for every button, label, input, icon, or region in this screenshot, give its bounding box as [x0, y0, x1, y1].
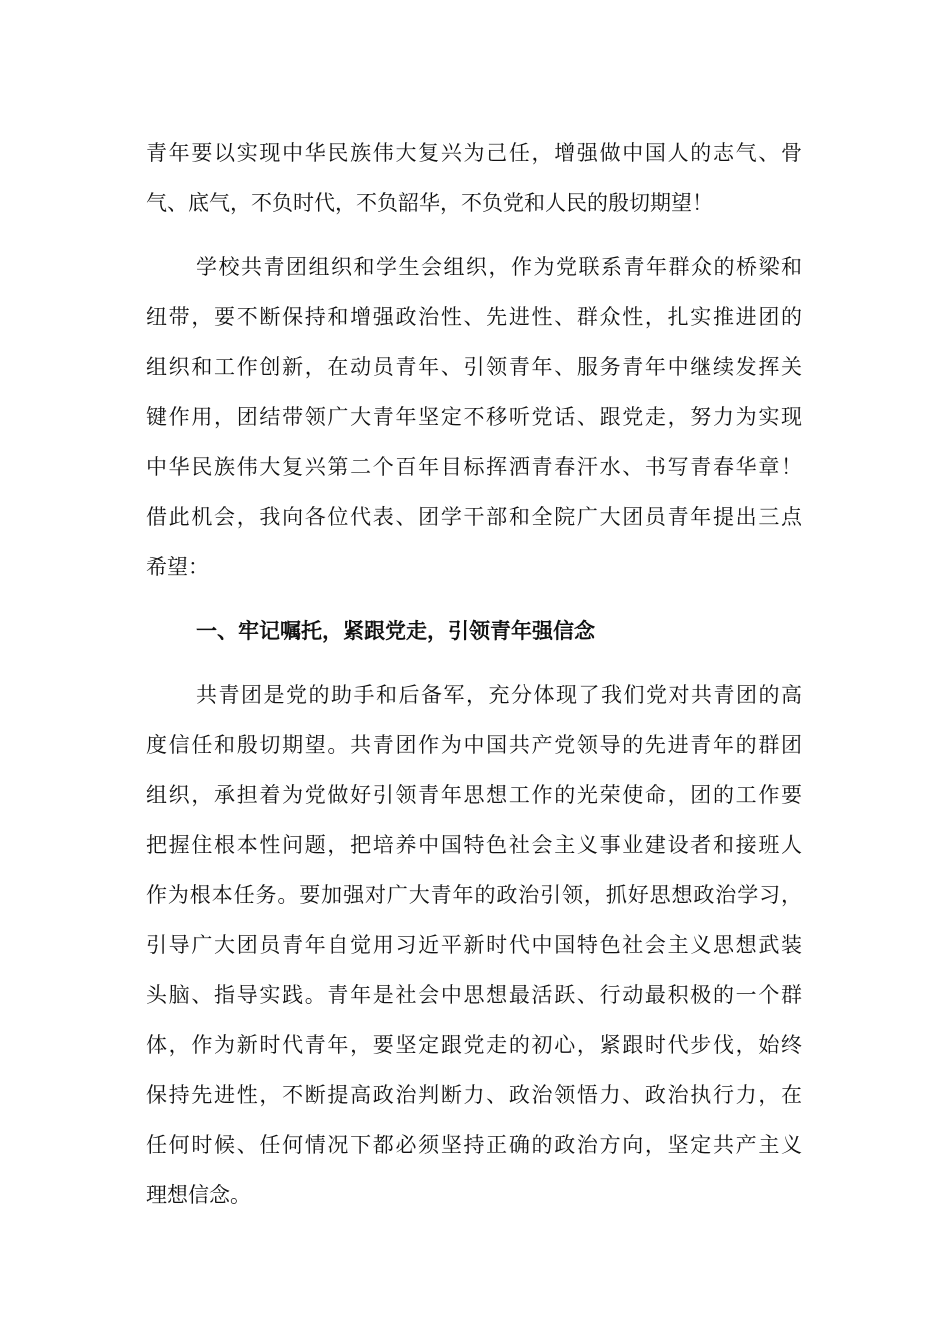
text-line: 作为根本任务。要加强对广大青年的政治引领，抓好思想政治学习，: [146, 883, 802, 907]
paragraph-gap: [146, 228, 802, 242]
text-line: 气、底气，不负时代，不负韶华，不负党和人民的殷切期望！: [146, 191, 713, 215]
text-line: 键作用，团结带领广大青年坚定不移听党话、跟党走，努力为实现: [146, 405, 802, 429]
text-line: 希望：: [146, 555, 209, 579]
text-line: 理想信念。: [146, 1183, 251, 1207]
text-line: 中华民族伟大复兴第二个百年目标挥洒青春汗水、书写青春华章！: [146, 455, 802, 479]
paragraph-1: [146, 128, 802, 228]
text-line: 把握住根本性问题，把培养中国特色社会主义事业建设者和接班人: [146, 833, 802, 857]
text-line: 组织和工作创新，在动员青年、引领青年、服务青年中继续发挥关: [146, 355, 802, 379]
text-line: 纽带，要不断保持和增强政治性、先进性、群众性，扎实推进团的: [146, 305, 802, 329]
text-line: 头脑、指导实践。青年是社会中思想最活跃、行动最积极的一个群: [146, 983, 802, 1007]
text-line: 保持先进性，不断提高政治判断力、政治领悟力、政治执行力，在: [146, 1083, 802, 1107]
text-line: 学校共青团组织和学生会组织，作为党联系青年群众的桥梁和: [196, 255, 802, 279]
paragraph-gap: [146, 592, 802, 606]
text-line: 任何时候、任何情况下都必须坚持正确的政治方向，坚定共产主义: [146, 1133, 802, 1157]
text-line: 度信任和殷切期望。共青团作为中国共产党领导的先进青年的群团: [146, 733, 802, 757]
text-line: 共青团是党的助手和后备军，充分体现了我们党对共青团的高: [196, 683, 802, 707]
text-line: 引导广大团员青年自觉用习近平新时代中国特色社会主义思想武装: [146, 933, 802, 957]
paragraph-2: [146, 242, 802, 592]
document-body: [146, 128, 802, 1220]
section-heading: 一、牢记嘱托，紧跟党走，引领青年强信念: [196, 619, 595, 643]
paragraph-3: [146, 670, 802, 1220]
text-line: 青年要以实现中华民族伟大复兴为己任，增强做中国人的志气、骨: [146, 141, 802, 165]
paragraph-gap: [146, 656, 802, 670]
text-line: 借此机会，我向各位代表、团学干部和全院广大团员青年提出三点: [146, 505, 802, 529]
text-line: 体，作为新时代青年，要坚定跟党走的初心，紧跟时代步伐，始终: [146, 1033, 802, 1057]
text-line: 组织，承担着为党做好引领青年思想工作的光荣使命，团的工作要: [146, 783, 802, 807]
